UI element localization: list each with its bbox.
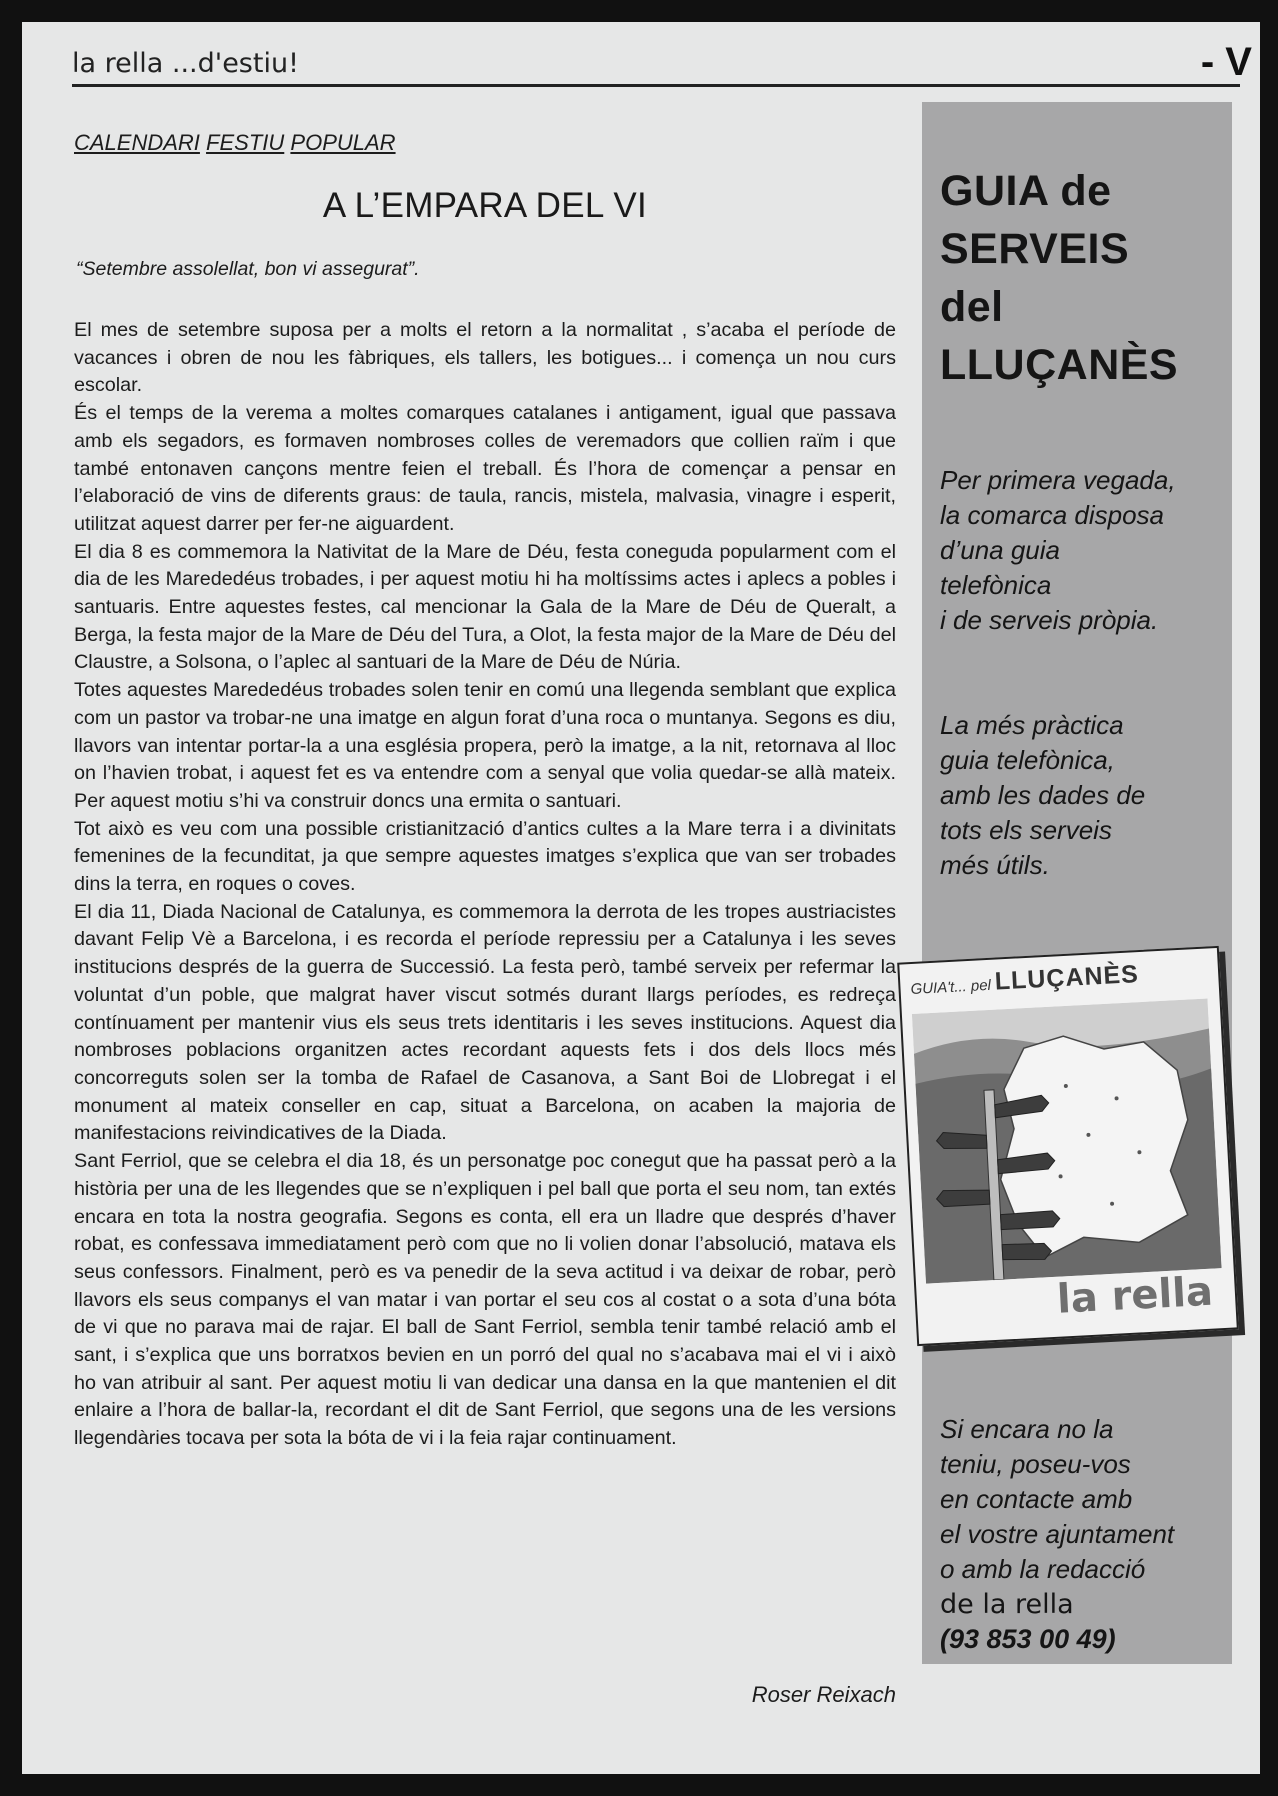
sidebar-line: més útils. [940, 850, 1050, 880]
sidebar-publication-name: de la rella [940, 1589, 1074, 1620]
sidebar-intro [940, 463, 1176, 638]
article-author: Roser Reixach [751, 1682, 896, 1707]
sidebar-title-line: SERVEIS [940, 225, 1130, 273]
sidebar-line: tots els serveis [940, 815, 1112, 845]
kicker-word: POPULAR [290, 130, 396, 155]
sidebar-phone: (93 853 00 49) [940, 1624, 1116, 1654]
header-rule [72, 84, 1240, 87]
sidebar-title-line: GUIA de [940, 167, 1112, 215]
sidebar-line: la comarca disposa [940, 500, 1164, 530]
cover-brand-text: la rella [1055, 1268, 1215, 1323]
sidebar-line: Si encara no la [940, 1414, 1114, 1444]
article-body [74, 317, 896, 1453]
sidebar-line: amb les dades de [940, 780, 1146, 810]
article-paragraph: És el temps de la verema a moltes comarques catalanes i antigament, igual que passava amb els segadors, es formaven nombroses colles de veremadors que collien raïm i que també entonaven cançons mentre feien el treball. És l’hora de començar a pensar en l’elaboració de vins de diferents graus: de taula, rancis, mistela, malvasia, vinagre i esperit, utilitzat aquest darrer per fer-ne aiguardent. [74, 402, 896, 535]
newspaper-page [22, 22, 1260, 1774]
sidebar-line: el vostre ajuntament [940, 1519, 1175, 1549]
page-header [72, 40, 1252, 100]
cover-small-text: GUIA't... pel [910, 976, 992, 999]
sidebar-title-line: del [940, 283, 1004, 331]
article-paragraph: Totes aquestes Marededéus trobades solen tenir en comú una llegenda semblant que explica com un pastor va trobar-ne una imatge en algun forat d’una roca o muntanya. Segons es diu, llavors van intentar portar-la a una església propera, però la imatge, a la nit, retornava al lloc on l’havien trobat, i aquest fet es va entendre com a senyal que volia quedar-se allà mateix. Per aquest motiu s’hi va construir doncs una ermita o santuari. [74, 679, 896, 812]
sidebar-line: d’una guia [940, 535, 1060, 565]
article-paragraph: El mes de setembre suposa per a molts el retorn a la normalitat , s’acaba el període de vacances i obren de nou les fàbriques, els tallers, les botigues... i comença un nou curs escolar. [74, 319, 896, 397]
article-paragraph: El dia 11, Diada Nacional de Catalunya, es commemora la derrota de les tropes austriacistes davant Felip Vè a Barcelona, i es recorda el període repressiu per a Catalunya i les seves institucions després de la guerra de Successió. La festa però, també serveix per refermar la voluntat d’un poble, que malgrat haver viscut sotmés durant llargs períodes, es redreça contínuament per mantenir vius els seus trets identitaris i les seves institucions. Aquest dia nombroses poblacions organitzen actes recordant aquests fets i dos dels llocs més concorreguts solen ser la tomba de Rafael de Casanova, a Sant Boi de Llobregat i el monument al mateix conseller en cap, situat a Barcelona, on acaben la majoria de manifestacions reivindicatives de la Diada. [74, 900, 896, 1145]
article-paragraph: El dia 8 es commemora la Nativitat de la Mare de Déu, festa coneguda popularment com el dia de les Marededéus trobades, i per aquest motiu hi ha moltíssims actes i aplecs a pobles i santuaris. Entre aquestes festes, cal mencionar la Gala de la Mare de Déu de Queralt, a Berga, la festa major de la Mare de Déu del Tura, a Olot, la festa major de la Mare de Déu del Claustre, a Solsona, o l’aplec al santuari de la Mare de Déu de Núria. [74, 540, 896, 674]
kicker-word: FESTIU [206, 130, 285, 155]
header-section-title: la rella ...d'estiu! [72, 48, 299, 79]
sidebar-line: telefònica [940, 570, 1052, 600]
sidebar-line: teniu, poseu-vos [940, 1449, 1131, 1479]
article-kicker [74, 130, 896, 156]
kicker-word: CALENDARI [74, 130, 200, 155]
map-signpost-illustration [912, 998, 1222, 1283]
sidebar-title-line: LLUÇANÈS [940, 341, 1179, 389]
sidebar-line: guia telefònica, [940, 745, 1115, 775]
sidebar-contact [940, 1412, 1174, 1657]
article-quote: “Setembre assolellat, bon vi assegurat”. [76, 258, 420, 280]
sidebar-line: i de serveis pròpia. [940, 605, 1159, 635]
sidebar-description [940, 708, 1145, 883]
sidebar-line: en contacte amb [940, 1484, 1133, 1514]
cover-big-text: LLUÇANÈS [994, 960, 1140, 996]
page-number: - V [1200, 40, 1252, 84]
services-guide-sidebar [910, 102, 1232, 1664]
article [74, 130, 896, 1730]
sidebar-title [940, 162, 1178, 394]
sidebar-line: o amb la redacció [940, 1554, 1146, 1584]
article-paragraph: Tot això es veu com una possible cristianització d’antics cultes a la Mare terra i a divinitats femenines de la fecunditat, ja que sempre aquestes imatges s’explica que van ser trobades dins la terra, en roques o coves. [74, 817, 896, 896]
article-title: A L’EMPARA DEL VI [322, 186, 648, 225]
guide-cover-image [897, 946, 1239, 1346]
article-paragraph: Sant Ferriol, que se celebra el dia 18, és un personatge poc conegut que ha passat però a la història per una de les llegendes que se n’expliquen i pel ball que porta el seu nom, tan extés encara en tota la nostra geografia. Segons es conta, ell era un lladre que després d’haver robat, es confessava immediatament però com que no li volien donar l’absolució, matava els seus confessors. Finalment, però es va penedir de la seva actitud i va deixar de robar, però llavors els seus companys el van matar i van portar el seu cos al costat o a sota d’una bóta de vi que no parava mai de rajar. El ball de Sant Ferriol, sembla tenir també relació amb el sant, i s’explica que uns borratxos bevien en un porró del qual no s’acabava mai el vi i això ho van atribuir al sant. Per aquest motiu li van dedicar una dansa en la que mantenien el dit enlaire a l’hora de ballar-la, recordant el dit de Sant Ferriol, que segons una de les versions llegendàries tocava per sota la bóta de vi i la feia rajar continuament. [74, 1150, 896, 1450]
sidebar-line: Per primera vegada, [940, 465, 1176, 495]
sidebar-line: La més pràctica [940, 710, 1124, 740]
cover-heading [910, 960, 1140, 1001]
